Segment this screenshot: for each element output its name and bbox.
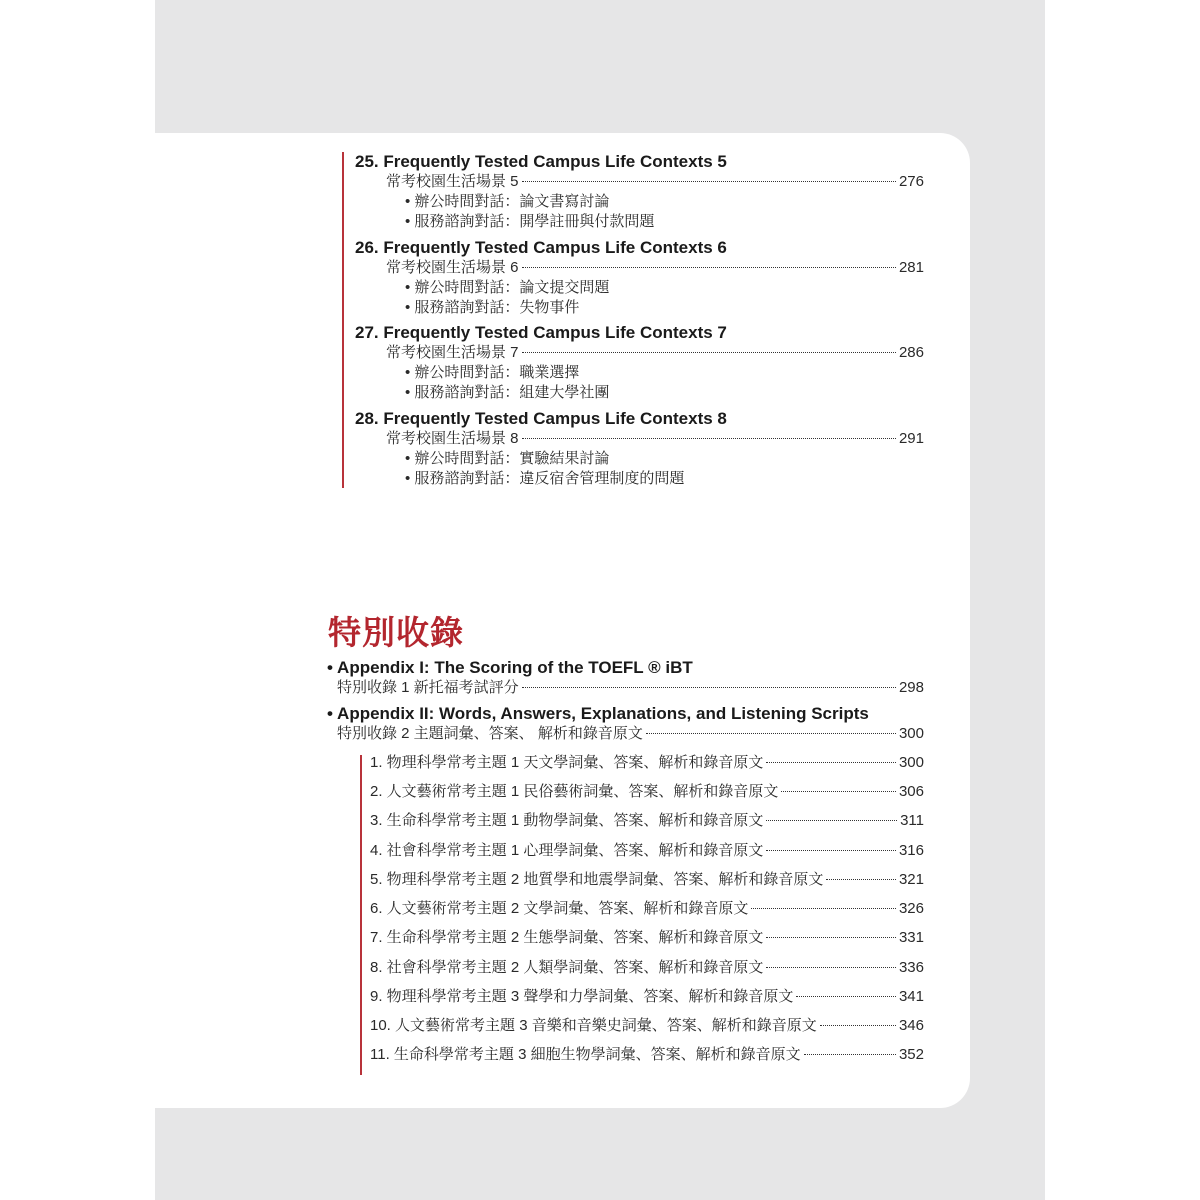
topic-item: • 服務諮詢對話：失物事件	[405, 299, 580, 316]
toc-entry-label: 1. 物理科學常考主題 1 天文學詞彙、答案、解析和錄音原文	[370, 754, 764, 771]
toc-entry-label: 8. 社會科學常考主題 2 人類學詞彙、答案、解析和錄音原文	[370, 959, 764, 976]
toc-entry-label: 常考校園生活場景 8	[386, 430, 519, 447]
toc-sub-entry[interactable]	[370, 811, 924, 831]
toc-entry[interactable]	[337, 678, 924, 698]
dot-leader	[751, 908, 896, 909]
toc-sub-entry[interactable]	[370, 928, 924, 948]
page-number: 346	[898, 1017, 924, 1034]
page-number: 306	[898, 783, 924, 800]
toc-entry[interactable]	[337, 724, 924, 744]
dot-leader	[766, 967, 896, 968]
toc-sub-entry[interactable]	[370, 958, 924, 978]
toc-entry-label: 常考校園生活場景 5	[386, 173, 519, 190]
toc-entry[interactable]	[386, 258, 924, 278]
dot-leader	[766, 762, 896, 763]
toc-entry-label: 常考校園生活場景 6	[386, 259, 519, 276]
dot-leader	[766, 937, 896, 938]
dot-leader	[522, 438, 896, 439]
dot-leader	[826, 879, 896, 880]
toc-entry-label: 11. 生命科學常考主題 3 細胞生物學詞彙、答案、解析和錄音原文	[370, 1046, 801, 1063]
dot-leader	[781, 791, 896, 792]
toc-entry-label: 特別收錄 2 主題詞彙、答案、 解析和錄音原文	[337, 725, 643, 742]
toc-sub-entry[interactable]	[370, 1016, 924, 1036]
toc-entry[interactable]	[386, 172, 924, 192]
page-number: 276	[898, 173, 924, 190]
topic-item: • 服務諮詢對話：組建大學社團	[405, 384, 610, 401]
toc-entry-label: 10. 人文藝術常考主題 3 音樂和音樂史詞彙、答案、解析和錄音原文	[370, 1017, 817, 1034]
page-number: 300	[898, 754, 924, 771]
dot-leader	[820, 1025, 896, 1026]
toc-sub-entry[interactable]	[370, 899, 924, 919]
page-number: 326	[898, 900, 924, 917]
toc-entry-label: 常考校園生活場景 7	[386, 344, 519, 361]
dot-leader	[766, 820, 897, 821]
dot-leader	[646, 733, 896, 734]
toc-sub-entry[interactable]	[370, 841, 924, 861]
dot-leader	[522, 687, 896, 688]
page-number: 300	[898, 725, 924, 742]
dot-leader	[522, 267, 896, 268]
appendix-title[interactable]: • Appendix II: Words, Answers, Explanations, and Listening Scripts	[327, 704, 869, 723]
toc-sub-entry[interactable]	[370, 987, 924, 1007]
toc-entry-label: 6. 人文藝術常考主題 2 文學詞彙、答案、解析和錄音原文	[370, 900, 749, 917]
dot-leader	[522, 352, 896, 353]
page-number: 316	[898, 842, 924, 859]
toc-sub-entry[interactable]	[370, 753, 924, 773]
toc-entry-label: 2. 人文藝術常考主題 1 民俗藝術詞彙、答案、解析和錄音原文	[370, 783, 779, 800]
chapter-title[interactable]: 28. Frequently Tested Campus Life Contexts 8	[355, 409, 727, 428]
toc-entry-label: 特別收錄 1 新托福考試評分	[337, 679, 519, 696]
topic-item: • 服務諮詢對話：開學註冊與付款問題	[405, 213, 655, 230]
toc-entry-label: 7. 生命科學常考主題 2 生態學詞彙、答案、解析和錄音原文	[370, 929, 764, 946]
dot-leader	[766, 850, 896, 851]
dot-leader	[804, 1054, 896, 1055]
topic-item: • 辦公時間對話：論文提交問題	[405, 279, 610, 296]
page-number: 281	[898, 259, 924, 276]
page-number: 286	[898, 344, 924, 361]
page-number: 336	[898, 959, 924, 976]
topic-item: • 辦公時間對話：論文書寫討論	[405, 193, 610, 210]
page-number: 298	[898, 679, 924, 696]
page-number: 331	[898, 929, 924, 946]
page-number: 291	[898, 430, 924, 447]
chapter-title[interactable]: 26. Frequently Tested Campus Life Contexts 6	[355, 238, 727, 257]
page-number: 311	[900, 812, 924, 829]
topic-item: • 辦公時間對話：職業選擇	[405, 364, 580, 381]
chapter-title[interactable]: 25. Frequently Tested Campus Life Contexts 5	[355, 152, 727, 171]
topic-item: • 辦公時間對話：實驗結果討論	[405, 450, 610, 467]
toc-entry-label: 5. 物理科學常考主題 2 地質學和地震學詞彙、答案、解析和錄音原文	[370, 871, 824, 888]
section-rule	[342, 152, 344, 488]
section-rule	[360, 755, 362, 1075]
page-number: 352	[898, 1046, 924, 1063]
toc-entry-label: 9. 物理科學常考主題 3 聲學和力學詞彙、答案、解析和錄音原文	[370, 988, 794, 1005]
topic-item: • 服務諮詢對話：違反宿舍管理制度的問題	[405, 470, 685, 487]
toc-entry[interactable]	[386, 429, 924, 449]
toc-sub-entry[interactable]	[370, 782, 924, 802]
page-number: 341	[898, 988, 924, 1005]
dot-leader	[796, 996, 896, 997]
chapter-title[interactable]: 27. Frequently Tested Campus Life Contexts 7	[355, 323, 727, 342]
toc-sub-entry[interactable]	[370, 1045, 924, 1065]
toc-entry[interactable]	[386, 343, 924, 363]
appendix-title[interactable]: • Appendix I: The Scoring of the TOEFL ® iBT	[327, 658, 693, 677]
toc-entry-label: 3. 生命科學常考主題 1 動物學詞彙、答案、解析和錄音原文	[370, 812, 764, 829]
page-number: 321	[898, 871, 924, 888]
toc-entry-label: 4. 社會科學常考主題 1 心理學詞彙、答案、解析和錄音原文	[370, 842, 764, 859]
dot-leader	[522, 181, 896, 182]
appendix-heading: 特別收錄	[328, 613, 464, 652]
toc-sub-entry[interactable]	[370, 870, 924, 890]
